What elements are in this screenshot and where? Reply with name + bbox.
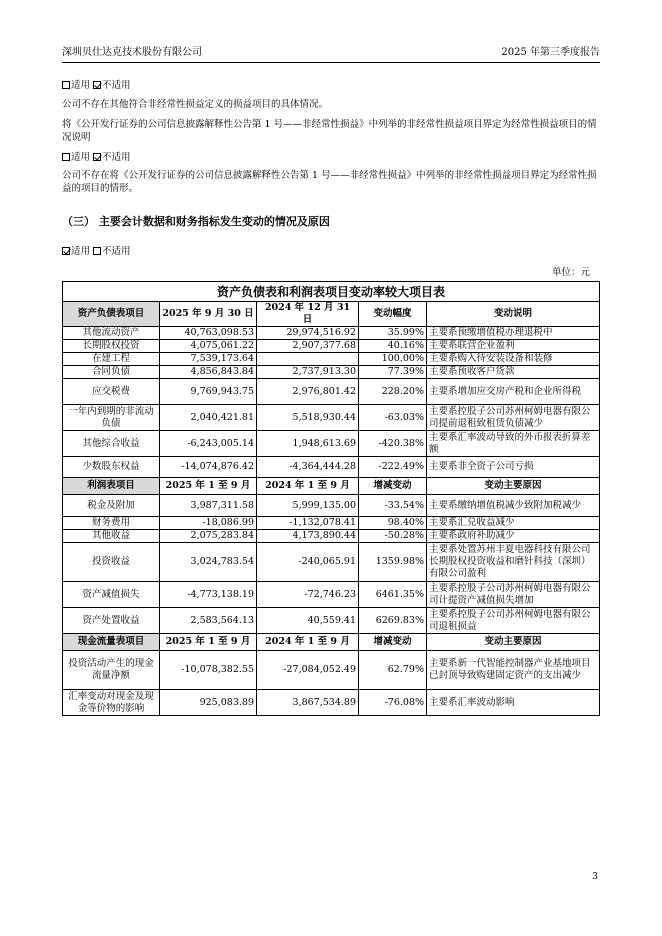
table-cell: 财务费用 xyxy=(63,517,160,530)
table-cell: 40,763,098.53 xyxy=(160,327,257,340)
sec1-options: 适用 不适用 xyxy=(62,79,600,92)
table-cell: 7,539,173.64 xyxy=(160,353,257,366)
table-cell: 2,075,283.84 xyxy=(160,530,257,543)
table-cell: 其他流动资产 xyxy=(63,327,160,340)
table-cell: 主要系汇率波动影响 xyxy=(427,690,600,716)
table-cell: 主要系非全资子公司亏损 xyxy=(427,457,600,478)
table-row xyxy=(63,651,600,690)
table-cell: 资产减值损失 xyxy=(63,582,160,608)
table-cell: 主要系预缴增值税办理退税中 xyxy=(427,327,600,340)
table-cell: 6269.83% xyxy=(359,608,427,634)
table-cell: 主要系缴纳增值税减少致附加税减少 xyxy=(427,495,600,517)
checkbox-not-applicable[interactable] xyxy=(93,81,101,89)
table-cell: 2,583,564.13 xyxy=(160,608,257,634)
table-cell: 2,040,421.81 xyxy=(160,405,257,431)
cash-header-cell: 2024 年 1 至 9 月 xyxy=(257,634,359,651)
table-cell: 228.20% xyxy=(359,379,427,405)
table-cell: 925,083.89 xyxy=(160,690,257,716)
balance-header-cell: 资产负债表项目 xyxy=(63,302,160,327)
table-row xyxy=(63,405,600,431)
table-cell: 主要系控股子公司苏州柯姆电器有限公司退租损益 xyxy=(427,608,600,634)
table-cell: 9,769,943.75 xyxy=(160,379,257,405)
table-cell: -72,746.23 xyxy=(257,582,359,608)
table-cell: 4,856,843.84 xyxy=(160,366,257,379)
table-cell: 5,518,930.44 xyxy=(257,405,359,431)
table-cell: 4,075,061.22 xyxy=(160,340,257,353)
table-cell: 税金及附加 xyxy=(63,495,160,517)
table-cell: 主要系联营企业盈利 xyxy=(427,340,600,353)
change-table xyxy=(62,281,600,716)
sec2-options: 适用 不适用 xyxy=(62,151,600,164)
income-header-cell: 利润表项目 xyxy=(63,478,160,495)
table-cell: 2,737,913.30 xyxy=(257,366,359,379)
table-cell: -27,084,052.49 xyxy=(257,651,359,690)
cash-header-cell: 变动主要原因 xyxy=(427,634,600,651)
cash-header-cell: 增减变动 xyxy=(359,634,427,651)
table-cell: 100.00% xyxy=(359,353,427,366)
table-cell: 少数股东权益 xyxy=(63,457,160,478)
table-cell: 主要系购入待安装设备和装修 xyxy=(427,353,600,366)
table-row xyxy=(63,457,600,478)
page-number: 3 xyxy=(592,872,598,882)
table-cell: -14,074,876.42 xyxy=(160,457,257,478)
table-cell: 投资活动产生的现金流量净额 xyxy=(63,651,160,690)
table-cell: 投资收益 xyxy=(63,543,160,582)
table-cell: 62.79% xyxy=(359,651,427,690)
cash-header-row xyxy=(63,634,600,651)
table-cell: 主要系控股子公司苏州柯姆电器有限公司提前退租致租赁负债减少 xyxy=(427,405,600,431)
table-cell: 主要系控股子公司苏州柯姆电器有限公司计提资产减值损失增加 xyxy=(427,582,600,608)
table-cell: 主要系汇率波动导致的外币报表折算差额 xyxy=(427,431,600,457)
table-cell: 资产处置收益 xyxy=(63,608,160,634)
table-cell: 在建工程 xyxy=(63,353,160,366)
company-name: 深圳贝仕达克技术股份有限公司 xyxy=(62,47,202,58)
cash-header-cell: 现金流量表项目 xyxy=(63,634,160,651)
table-cell: 应交税费 xyxy=(63,379,160,405)
table-row xyxy=(63,366,600,379)
table-row xyxy=(63,543,600,582)
table-cell: 汇率变动对现金及现金等价物的影响 xyxy=(63,690,160,716)
table-cell: -6,243,005.14 xyxy=(160,431,257,457)
table-row xyxy=(63,517,600,530)
income-header-cell: 增减变动 xyxy=(359,478,427,495)
table-cell: 40.16% xyxy=(359,340,427,353)
balance-header-cell: 变动说明 xyxy=(427,302,600,327)
table-title-row xyxy=(63,282,600,302)
table-row xyxy=(63,495,600,517)
table-cell: 主要系汇兑收益减少 xyxy=(427,517,600,530)
report-title: 2025 年第三季度报告 xyxy=(501,47,600,58)
table-cell: 主要系新一代智能控制器产业基地项目已封顶导致购建固定资产的支出减少 xyxy=(427,651,600,690)
table-cell: 6461.35% xyxy=(359,582,427,608)
table-row xyxy=(63,582,600,608)
table-cell: 长期股权投资 xyxy=(63,340,160,353)
table-row xyxy=(63,530,600,543)
table-row xyxy=(63,608,600,634)
table-cell: 主要系处置苏州丰夏电器科技有限公司长期股权投资收益和磨针科技（深圳）有限公司盈利 xyxy=(427,543,600,582)
unit-label: 单位：元 xyxy=(551,267,590,278)
table-row xyxy=(63,327,600,340)
checkbox-applicable[interactable] xyxy=(62,81,70,89)
table-cell xyxy=(257,353,359,366)
table-cell: -222.49% xyxy=(359,457,427,478)
table-cell: 1,948,613.69 xyxy=(257,431,359,457)
checkbox-applicable-2[interactable] xyxy=(62,153,70,161)
table-cell: 主要系政府补助减少 xyxy=(427,530,600,543)
sec2-line1: 公司不存在将《公开发行证券的公司信息披露解释性公告第 1 号——非经常性损益》中列举的非经常性损益项目界定为经常性损益的项目的情形。 xyxy=(62,170,597,194)
income-header-row xyxy=(63,478,600,495)
table-cell: 一年内到期的非流动负债 xyxy=(63,405,160,431)
table-cell: -33.54% xyxy=(359,495,427,517)
table-cell: -10,078,382.55 xyxy=(160,651,257,690)
table-cell: -240,065.91 xyxy=(257,543,359,582)
table-cell: 3,024,783.54 xyxy=(160,543,257,582)
table-row xyxy=(63,379,600,405)
table-cell: 3,867,534.89 xyxy=(257,690,359,716)
table-cell: 29,974,516.92 xyxy=(257,327,359,340)
table-row xyxy=(63,690,600,716)
table-cell: -4,773,138.19 xyxy=(160,582,257,608)
page-header xyxy=(62,44,600,63)
checkbox-not-applicable-2[interactable] xyxy=(93,153,101,161)
table-cell: -76.08% xyxy=(359,690,427,716)
table-cell: -1,132,078.41 xyxy=(257,517,359,530)
sec1-line2: 将《公开发行证券的公司信息披露解释性公告第 1 号——非经常性损益》中列举的非经常性损益项目界定为经常性损益项目的情况说明 xyxy=(62,119,597,143)
table-cell: 其他收益 xyxy=(63,530,160,543)
table-row xyxy=(63,353,600,366)
table-row xyxy=(63,340,600,353)
income-header-cell: 2024 年 1 至 9 月 xyxy=(257,478,359,495)
table-cell: 98.40% xyxy=(359,517,427,530)
table-cell: 1359.98% xyxy=(359,543,427,582)
balance-header-cell: 2024 年 12 月 31 日 xyxy=(257,302,359,327)
table-cell: 2,907,377.68 xyxy=(257,340,359,353)
table-cell: 4,173,890.44 xyxy=(257,530,359,543)
balance-header-cell: 变动幅度 xyxy=(359,302,427,327)
income-header-cell: 变动主要原因 xyxy=(427,478,600,495)
table-cell: -63.03% xyxy=(359,405,427,431)
cash-header-cell: 2025 年 1 至 9 月 xyxy=(160,634,257,651)
table-title: 资产负债表和利润表项目变动率较大项目表 xyxy=(63,282,600,302)
table-cell: -50.28% xyxy=(359,530,427,543)
table-cell: -420.38% xyxy=(359,431,427,457)
table-cell: 77.39% xyxy=(359,366,427,379)
table-cell: 5,999,135.00 xyxy=(257,495,359,517)
table-row xyxy=(63,431,600,457)
table-cell: -4,364,444.28 xyxy=(257,457,359,478)
table-cell: 合同负债 xyxy=(63,366,160,379)
table-cell: 3,987,311.58 xyxy=(160,495,257,517)
income-header-cell: 2025 年 1 至 9 月 xyxy=(160,478,257,495)
table-cell: -18,086.99 xyxy=(160,517,257,530)
table-cell: 35.99% xyxy=(359,327,427,340)
sec3-options: 适用 不适用 xyxy=(62,245,600,258)
table-cell: 主要系增加应交房产税和企业所得税 xyxy=(427,379,600,405)
table-cell: 2,976,801.42 xyxy=(257,379,359,405)
sec1-line1: 公司不存在其他符合非经常性损益定义的损益项目的具体情况。 xyxy=(62,99,329,110)
table-cell: 40,559.41 xyxy=(257,608,359,634)
table-cell: 主要系预收客户货款 xyxy=(427,366,600,379)
balance-header-cell: 2025 年 9 月 30 日 xyxy=(160,302,257,327)
table-cell: 其他综合收益 xyxy=(63,431,160,457)
checkbox-applicable-3[interactable] xyxy=(62,247,70,255)
checkbox-not-applicable-3[interactable] xyxy=(93,247,101,255)
balance-header-row xyxy=(63,302,600,327)
section-title: （三） 主要会计数据和财务指标发生变动的情况及原因 xyxy=(62,215,330,228)
